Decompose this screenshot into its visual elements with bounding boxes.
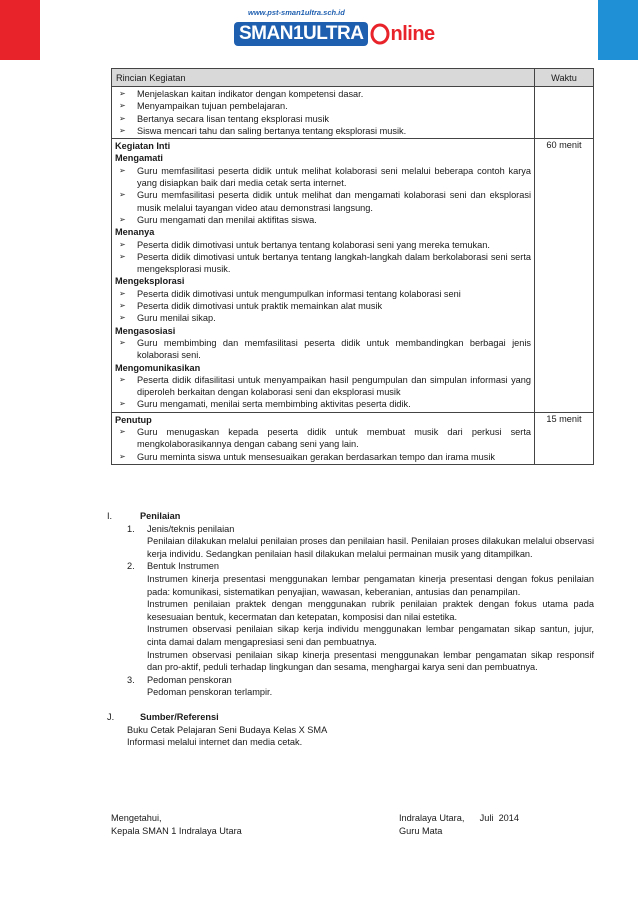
arrow-bullet-icon: ➢ xyxy=(119,190,126,200)
core-section-title: Menanya xyxy=(115,227,155,238)
core-section-list xyxy=(115,165,531,226)
core-cell xyxy=(112,139,535,413)
assessment-paragraph: Instrumen penilaian praktek dengan menggunakan rubrik penilaian praktek dengan fokus utama pada kesesuaian bentuk, kecermatan dan ketepatan, komposisi dan nilai estetika. xyxy=(147,599,594,622)
arrow-bullet-icon: ➢ xyxy=(119,239,126,249)
core-row xyxy=(112,139,594,413)
references-title: Sumber/Referensi xyxy=(140,711,219,722)
assessment-paragraph: Pedoman penskoran terlampir. xyxy=(147,687,273,698)
arrow-bullet-icon: ➢ xyxy=(119,251,126,261)
list-item-text: Guru membimbing dan memfasilitasi peserta didik untuk membandingkan berbagai jenis kolaborasi seni. xyxy=(137,337,531,361)
assessment-heading xyxy=(107,510,594,523)
assessment-item-title: Jenis/teknis penilaian xyxy=(147,523,235,534)
assessment-paragraph: Penilaian dilakukan melalui penilaian proses dan penilaian hasil. Penilaian proses dilakukan melalui observasi kerja individu. Sedangkan penilaian hasil dilakukan melalui permainan musik yang ditampilkan. xyxy=(147,536,594,559)
list-item xyxy=(115,88,531,100)
signature-left-line2: Kepala SMAN 1 Indralaya Utara xyxy=(111,826,242,836)
assessment-item-number: 1. xyxy=(127,523,135,534)
header-banner xyxy=(0,0,638,60)
list-item xyxy=(115,189,531,214)
arrow-bullet-icon: ➢ xyxy=(119,451,126,461)
reference-line: Buku Cetak Pelajaran Seni Budaya Kelas X SMA xyxy=(127,724,328,735)
list-item-text: Guru menugaskan kepada peserta didik untuk membuat musik dari perkusi serta mengkolaborasikannya dengan cabang seni yang lain. xyxy=(137,427,531,450)
assessment-title: Penilaian xyxy=(140,511,181,521)
closing-row xyxy=(112,412,594,464)
signature-left xyxy=(111,812,321,838)
list-item xyxy=(115,288,531,300)
opening-row xyxy=(112,87,594,139)
assessment-item xyxy=(127,674,594,687)
signature-right-line1: Indralaya Utara, Juli 2014 xyxy=(399,813,520,823)
arrow-bullet-icon: ➢ xyxy=(119,113,126,123)
list-item xyxy=(115,251,531,276)
assessment-paragraph: Instrumen observasi penilaian sikap kinerja presentasi menggunakan lembar pengamatan sikap responsif dan pro-aktif, peduli terhadap lingkungan dan sesama, menghargai karya seni dan pembuatnya. xyxy=(147,649,594,673)
blue-accent-band xyxy=(598,0,638,60)
school-logo[interactable] xyxy=(234,8,435,52)
references-letter: J. xyxy=(107,711,115,722)
col-activity-header: Rincian Kegiatan xyxy=(112,69,535,87)
red-accent-band xyxy=(0,0,40,60)
assessment-paragraph: Instrumen observasi penilaian sikap kerja individu menggunakan lembar pengamatan sikap santun, jujur, cinta damai dalam mengapresiasi seni dan pembuatnya. xyxy=(147,624,594,647)
core-section-title: Mengeksplorasi xyxy=(115,276,185,287)
list-item xyxy=(115,312,531,324)
list-item-text: Menjelaskan kaitan indikator dengan kompetensi dasar. xyxy=(137,89,364,99)
logo-wordmark xyxy=(234,20,435,48)
assessment-paragraph: Instrumen kinerja presentasi menggunakan lembar pengamatan kinerja presentasi dengan fokus penilaian pada: komunikasi, sistematikan penyajian, wawasan, keberanian, antusias dan penampilan. xyxy=(147,573,594,597)
list-item-text: Peserta didik dimotivasi untuk praktik memainkan alat musik xyxy=(137,301,383,312)
closing-list xyxy=(115,426,531,463)
list-item xyxy=(115,214,531,226)
list-item xyxy=(115,125,531,137)
arrow-bullet-icon: ➢ xyxy=(119,301,126,311)
opening-list xyxy=(115,88,531,137)
assessment-and-references xyxy=(107,510,594,749)
core-title: Kegiatan Inti xyxy=(115,141,171,152)
logo-brand: SMAN1ULTRA xyxy=(234,22,368,46)
core-section-list xyxy=(115,337,531,362)
list-item-text: Guru meminta siswa untuk mensesuaikan gerakan berdasarkan tempo dan irama musik xyxy=(137,451,495,462)
list-item-text: Guru mengamati dan menilai aktifitas siswa. xyxy=(137,214,317,225)
list-item xyxy=(115,451,531,463)
assessment-item-title: Pedoman penskoran xyxy=(147,674,232,685)
assessment-item-title: Bentuk Instrumen xyxy=(147,561,220,572)
references-heading xyxy=(107,711,594,724)
list-item xyxy=(115,100,531,112)
list-item-text: Bertanya secara lisan tentang eksplorasi musik xyxy=(137,113,330,124)
list-item xyxy=(115,337,531,362)
list-item-text: Guru memfasilitasi peserta didik untuk melihat dan mengamati kolaborasi seni dan eksplorasi musik melalui tayangan video atau demonstrasi langsung. xyxy=(137,190,531,213)
list-item xyxy=(115,165,531,190)
signature-left-line1: Mengetahui, xyxy=(111,813,162,823)
list-item-text: Peserta didik difasilitasi untuk menyampaikan hasil pengumpulan dan simpulan informasi yang diperoleh berkaitan dengan kolaborasi seni dan eksplorasi musik xyxy=(137,374,531,398)
logo-brand-suffix: nline xyxy=(390,22,435,45)
opening-time-cell xyxy=(535,87,594,139)
arrow-bullet-icon: ➢ xyxy=(119,313,126,323)
list-item-text: Peserta didik dimotivasi untuk bertanya tentang kolaborasi seni yang mereka temukan. xyxy=(137,239,490,250)
list-item-text: Guru menilai sikap. xyxy=(137,313,216,324)
closing-cell xyxy=(112,412,535,464)
arrow-bullet-icon: ➢ xyxy=(119,101,126,111)
list-item xyxy=(115,426,531,451)
assessment-letter: I. xyxy=(107,511,113,521)
assessment-items xyxy=(107,523,594,699)
core-time: 60 menit xyxy=(535,139,594,413)
online-o-icon xyxy=(370,23,390,45)
core-section-list xyxy=(115,374,531,411)
assessment-item-number: 3. xyxy=(127,674,135,685)
core-section-title: Mengamati xyxy=(115,153,163,164)
list-item xyxy=(115,374,531,399)
col-time-header: Waktu xyxy=(535,69,594,87)
list-item xyxy=(115,300,531,312)
arrow-bullet-icon: ➢ xyxy=(119,337,126,347)
list-item-text: Guru memfasilitasi peserta didik untuk melihat kolaborasi seni melalui beberapa contoh karya yang disiapkan baik dari media cetak serta internet. xyxy=(137,165,531,189)
arrow-bullet-icon: ➢ xyxy=(119,214,126,224)
list-item xyxy=(115,113,531,125)
closing-time: 15 menit xyxy=(535,412,594,464)
opening-cell xyxy=(112,87,535,139)
arrow-bullet-icon: ➢ xyxy=(119,125,126,135)
core-sections xyxy=(115,152,531,410)
arrow-bullet-icon: ➢ xyxy=(119,427,126,437)
core-section-list xyxy=(115,239,531,276)
arrow-bullet-icon: ➢ xyxy=(119,399,126,409)
list-item xyxy=(115,398,531,410)
logo-url: www.pst-sman1ultra.sch.id xyxy=(248,8,345,17)
core-section-title: Mengasosiasi xyxy=(115,325,176,336)
arrow-bullet-icon: ➢ xyxy=(119,165,126,175)
assessment-item xyxy=(127,560,594,573)
signature-right xyxy=(399,812,609,838)
core-section-title: Mengomunikasikan xyxy=(115,362,201,373)
reference-line: Informasi melalui internet dan media cetak. xyxy=(127,737,303,748)
signature-right-line2: Guru Mata xyxy=(399,826,443,836)
list-item xyxy=(115,239,531,251)
arrow-bullet-icon: ➢ xyxy=(119,89,126,98)
list-item-text: Guru mengamati, menilai serta membimbing aktivitas peserta didik. xyxy=(137,399,411,410)
list-item-text: Menyampaikan tujuan pembelajaran. xyxy=(137,101,288,112)
table-header-row xyxy=(112,69,594,87)
arrow-bullet-icon: ➢ xyxy=(119,374,126,384)
assessment-item xyxy=(127,523,594,536)
list-item-text: Peserta didik dimotivasi untuk mengumpulkan informasi tentang kolaborasi seni xyxy=(137,288,461,299)
list-item-text: Siswa mencari tahu dan saling bertanya tentang eksplorasi musik. xyxy=(137,125,407,136)
core-section-list xyxy=(115,288,531,325)
closing-title: Penutup xyxy=(115,414,152,425)
assessment-item-number: 2. xyxy=(127,561,135,572)
arrow-bullet-icon: ➢ xyxy=(119,288,126,298)
activity-table xyxy=(111,68,594,465)
list-item-text: Peserta didik dimotivasi untuk bertanya tentang langkah-langkah dalam berkolaborasi seni serta mengeksplorasi musik. xyxy=(137,251,531,275)
